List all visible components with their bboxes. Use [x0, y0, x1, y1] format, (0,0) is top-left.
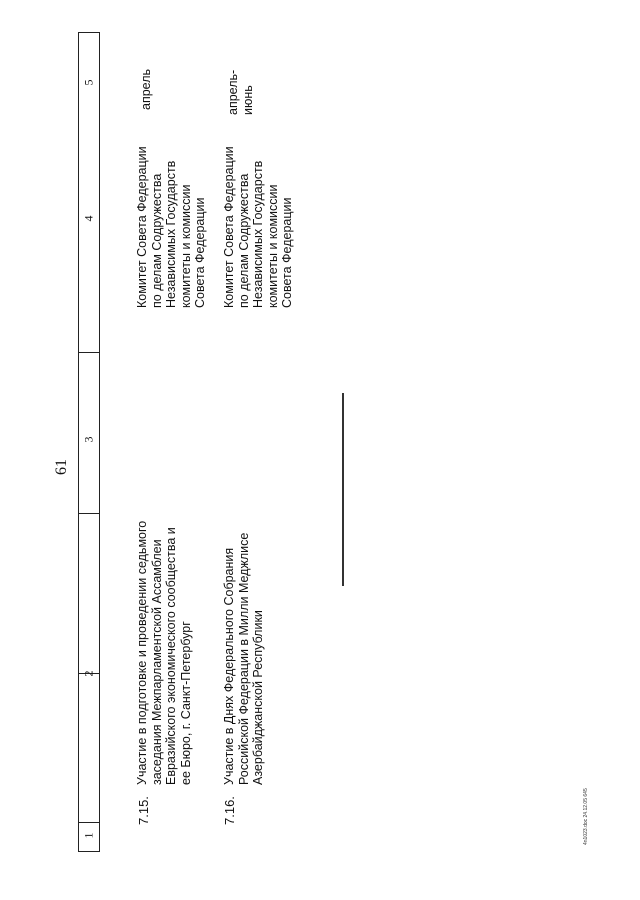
header-cell-1	[79, 823, 99, 851]
row-responsible-7-16: Комитет Совета Федерации по делам Содружества Независимых Государств комитеты и комиссии Совета Федерации	[222, 146, 294, 308]
footer-doc-code: 4n1023.doc 24.12.05 645	[583, 788, 589, 845]
row-number-7-15: 7.15.	[136, 796, 151, 825]
header-cell-5	[79, 33, 99, 353]
row-description-7-15: Участие в подготовке и проведении седьмого заседания Межпарламентской Ассамблеи Евразийского экономического сообщества и ее Бюро, г. Санкт-Петербург	[135, 520, 193, 785]
row-term-7-15: апрель	[139, 68, 153, 110]
header-label-2: 2	[81, 670, 96, 677]
table-header	[78, 32, 100, 852]
row-description-7-16: Участие в Днях Федерального Собрания Российской Федерации в Милли Меджлисе Азербайджанской Республики	[222, 532, 265, 785]
row-term-7-16: апрель- июнь	[226, 69, 255, 115]
header-cell-3	[79, 436, 99, 674]
page-number: 61	[53, 459, 70, 475]
header-label-3: 3	[81, 436, 96, 443]
header-label-4: 4	[81, 215, 96, 222]
header-label-1: 1	[81, 832, 96, 839]
header-cell-2	[79, 670, 99, 823]
end-divider-line	[342, 393, 344, 586]
row-number-7-16: 7.16.	[222, 796, 237, 825]
header-label-5: 5	[81, 79, 96, 86]
row-responsible-7-15: Комитет Совета Федерации по делам Содружества Независимых Государств комитеты и комиссии Совета Федерации	[135, 146, 207, 308]
